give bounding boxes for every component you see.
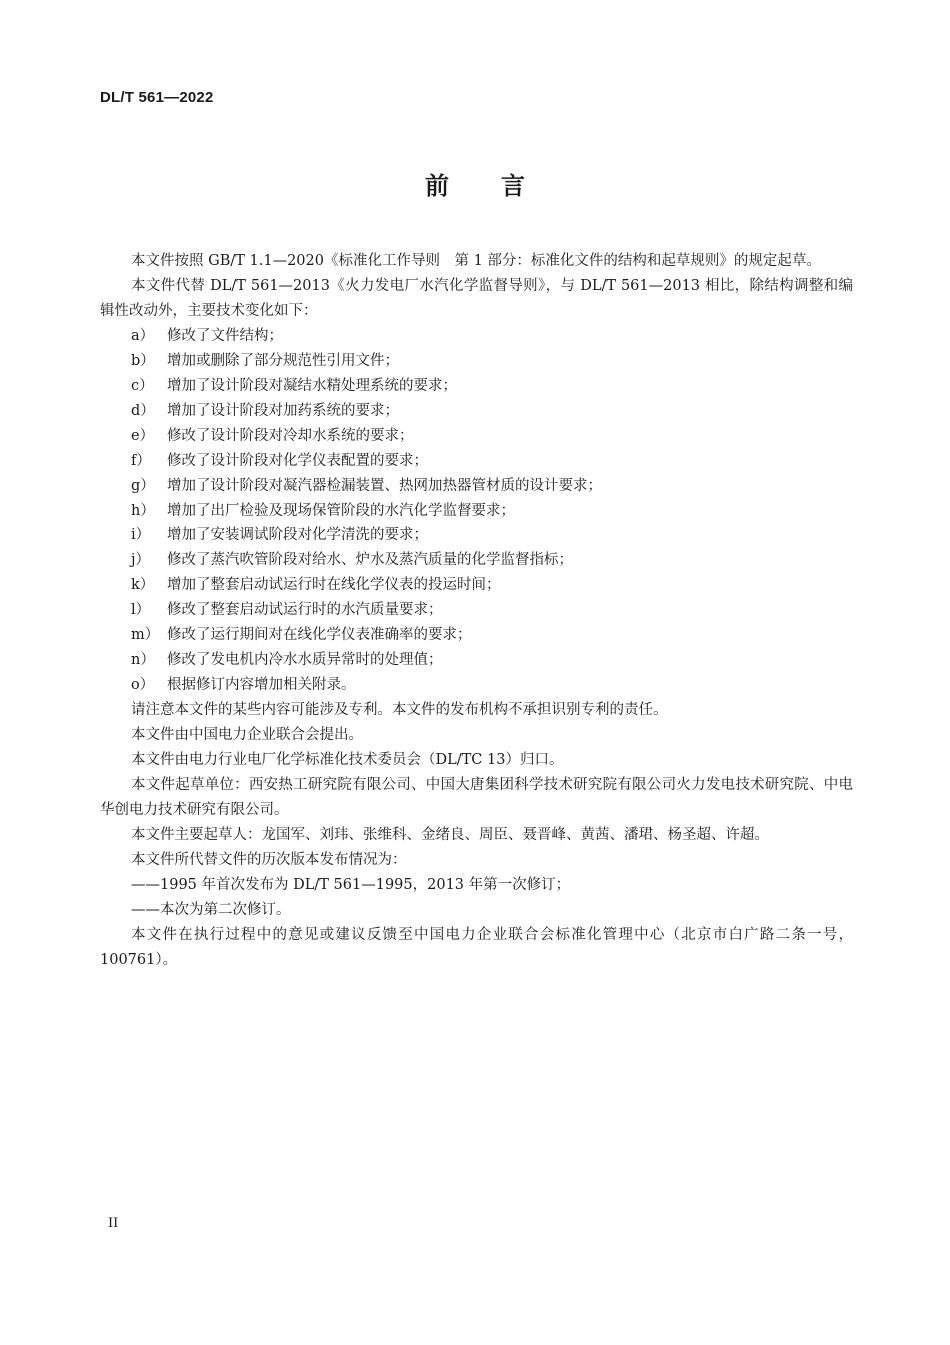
list-marker: i）: [131, 527, 151, 544]
list-text: 修改了设计阶段对化学仪表配置的要求；: [167, 452, 428, 469]
list-marker: h）: [131, 502, 155, 519]
list-item: [100, 324, 853, 349]
list-marker: b）: [131, 352, 155, 369]
list-item: [100, 349, 853, 374]
list-item: [100, 399, 853, 424]
list-marker: g）: [131, 477, 155, 494]
list-text: 根据修订内容增加相关附录。: [167, 677, 356, 694]
list-text: 修改了运行期间对在线化学仪表准确率的要求；: [167, 627, 472, 644]
list-marker: j）: [131, 552, 150, 569]
centralized-by: 本文件由电力行业电厂化学标准化技术委员会（DL/TC 13）归口。: [131, 752, 564, 769]
history-intro: 本文件所代替文件的历次版本发布情况为：: [131, 851, 407, 868]
list-marker: d）: [131, 402, 155, 419]
standard-code: DL/T 561—2022: [100, 89, 214, 106]
list-marker: m）: [131, 627, 160, 644]
list-text: 增加了整套启动试运行时在线化学仪表的投运时间；: [167, 577, 501, 594]
page-number: II: [108, 1216, 119, 1231]
list-text: 增加了设计阶段对凝汽器检漏装置、热网加热器管材质的设计要求；: [167, 477, 602, 494]
list-item: [100, 449, 853, 474]
list-marker: f）: [131, 452, 151, 469]
list-text: 修改了蒸汽吹管阶段对给水、炉水及蒸汽质量的化学监督指标；: [167, 552, 573, 569]
list-item: [100, 648, 853, 673]
list-item: [100, 673, 853, 698]
list-marker: l）: [131, 602, 151, 619]
list-item: [100, 623, 853, 648]
feedback-notice: 本文件在执行过程中的意见或建议反馈至中国电力企业联合会标准化管理中心（北京市白广路二条一号，100761）。: [100, 926, 853, 968]
list-text: 修改了文件结构；: [167, 327, 283, 344]
list-text: 增加或删除了部分规范性引用文件；: [167, 352, 399, 369]
patent-notice: 请注意本文件的某些内容可能涉及专利。本文件的发布机构不承担识别专利的责任。: [131, 702, 668, 719]
preface-body: [100, 249, 853, 973]
list-item: [100, 424, 853, 449]
list-marker: c）: [131, 377, 154, 394]
list-text: 增加了出厂检验及现场保管阶段的水汽化学监督要求；: [167, 502, 515, 519]
list-text: 增加了安装调试阶段对化学清洗的要求；: [167, 527, 428, 544]
intro-paragraph-replacement: 本文件代替 DL/T 561—2013《火力发电厂水汽化学监督导则》，与 DL/T 561—2013 相比，除结构调整和编辑性改动外，主要技术变化如下：: [100, 277, 853, 319]
drafting-units: 本文件起草单位：西安热工研究院有限公司、中国大唐集团科学技术研究院有限公司火力发电技术研究院、中电华创电力技术研究有限公司。: [100, 777, 853, 818]
list-item: [100, 548, 853, 573]
list-item: [100, 573, 853, 598]
main-drafters: 本文件主要起草人：龙国军、刘玮、张维科、金绪良、周臣、聂晋峰、黄茜、潘珺、杨圣超、许超。: [131, 826, 769, 843]
history-item: ——1995 年首次发布为 DL/T 561—1995，2013 年第一次修订；: [131, 876, 571, 893]
list-marker: n）: [131, 652, 155, 669]
list-text: 修改了整套启动试运行时的水汽质量要求；: [167, 602, 443, 619]
list-item: [100, 598, 853, 623]
list-item: [100, 523, 853, 548]
list-item: [100, 474, 853, 499]
proposed-by: 本文件由中国电力企业联合会提出。: [131, 727, 363, 744]
list-item: [100, 499, 853, 524]
list-text: 修改了设计阶段对冷却水系统的要求；: [167, 427, 414, 444]
list-marker: a）: [131, 327, 155, 344]
list-text: 修改了发电机内冷水水质异常时的处理值；: [167, 652, 443, 669]
page-title: 前言: [425, 172, 577, 200]
list-marker: o）: [131, 677, 155, 694]
technical-changes-list: [100, 324, 853, 698]
list-item: [100, 374, 853, 399]
list-text: 增加了设计阶段对加药系统的要求；: [167, 402, 399, 419]
history-item: ——本次为第二次修订。: [131, 901, 291, 918]
list-marker: k）: [131, 577, 155, 594]
intro-paragraph-drafting-rules: 本文件按照 GB/T 1.1—2020《标准化工作导则 第 1 部分：标准化文件的结构和起草规则》的规定起草。: [131, 253, 821, 269]
list-text: 增加了设计阶段对凝结水精处理系统的要求；: [167, 377, 457, 394]
list-marker: e）: [131, 427, 155, 444]
